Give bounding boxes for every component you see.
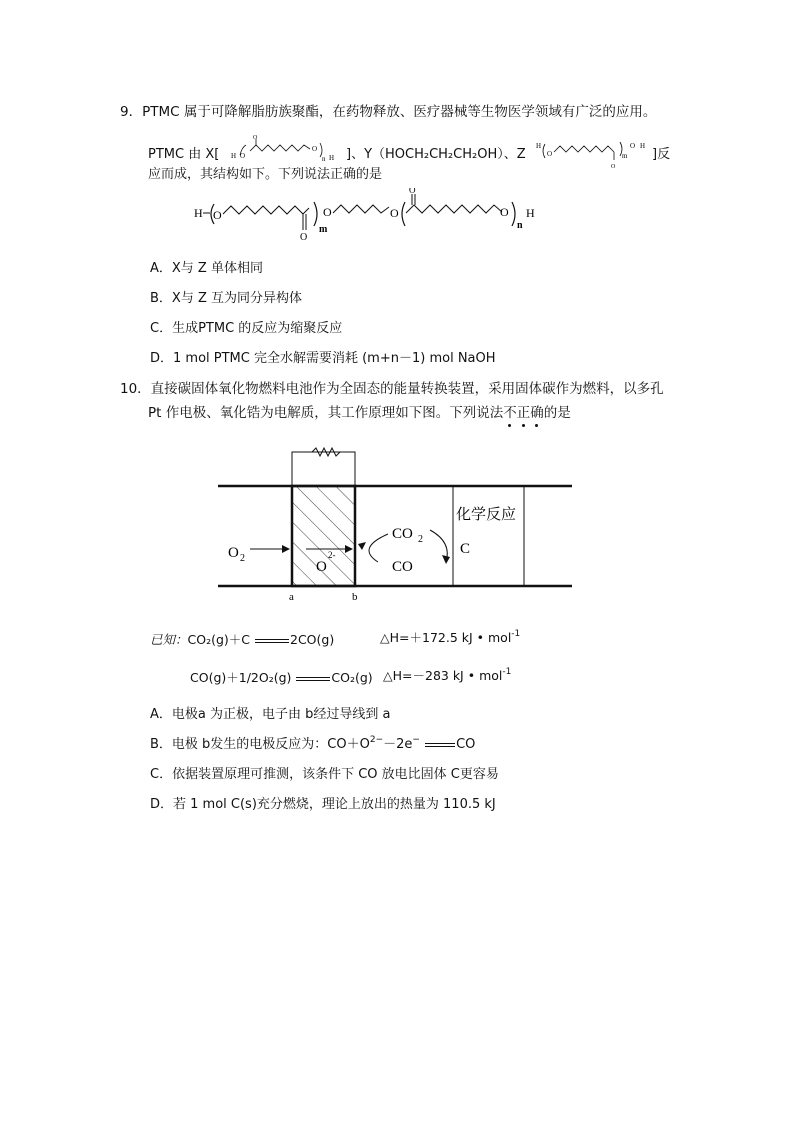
q10-option-c: C．依据装置原理可推测，该条件下 CO 放电比固体 C更容易 xyxy=(150,767,499,782)
q9-line3: 应而成，其结构如下。下列说法正确的是 xyxy=(148,167,383,182)
ptmc-o-carbonyl1: O xyxy=(300,232,308,243)
q9-option-c: C．生成PTMC 的反应为缩聚反应 xyxy=(150,321,343,336)
o-ion-label: O xyxy=(316,559,327,575)
ptmc-m: m xyxy=(319,224,328,235)
q10-option-b: B．电极 b发生的电极反应为：$CO+O^{2-}-2e^-$ CO xyxy=(150,735,476,752)
electrode-a-label: a xyxy=(289,591,294,603)
x-o-label: O xyxy=(240,152,246,160)
q9-line2-part1: PTMC 由 X[ xyxy=(148,147,220,162)
o2-sub: 2 xyxy=(240,553,245,564)
emphasis-dot-3: 确 xyxy=(530,405,544,421)
carbon-label: C xyxy=(460,541,471,557)
o-ion-sup: 2- xyxy=(328,550,336,560)
q9-option-b: B．X与 Z 互为同分异构体 xyxy=(150,291,302,306)
ptmc-h-right: H xyxy=(526,206,535,220)
emphasis-dot-2: 正 xyxy=(516,405,531,421)
fuel-cell-diagram xyxy=(210,440,580,605)
ptmc-h-left: H xyxy=(194,206,203,220)
q10-stem-line2: Pt 作电极、氧化锆为电解质，其工作原理如下图。下列说法不正确的是 xyxy=(148,405,571,421)
reaction-label: 化学反应 xyxy=(456,507,517,523)
svg-text:O: O xyxy=(611,164,616,170)
ptmc-o-carbonyl2: O xyxy=(409,188,416,195)
emphasis-dot-1: 不 xyxy=(503,405,517,421)
z-o-label: O xyxy=(547,150,553,158)
given-eq2: CO(g)＋1/2O₂(g) CO₂(g) xyxy=(190,670,373,685)
equals-sign xyxy=(425,743,455,747)
ptmc-n: n xyxy=(517,220,523,231)
ptmc-o4: O xyxy=(500,205,509,219)
q10-option-a: A．电极a 为正极，电子由 b经过导线到 a xyxy=(150,707,391,722)
q9-option-a: A．X与 Z 单体相同 xyxy=(150,261,263,276)
co-label: CO xyxy=(392,559,413,575)
q9-line2-part2: ]、Y（HOCH₂CH₂CH₂OH）、Z xyxy=(346,147,526,162)
q10-stem-line1: 10．直接碳固体氧化物燃料电池作为全固态的能量转换装置，采用固体碳作为燃料，以多孔 xyxy=(120,381,664,397)
x-o2-label: O xyxy=(312,145,318,153)
ptmc-o3: O xyxy=(390,206,399,220)
electrode-b-label: b xyxy=(352,591,358,603)
given-eq1-dh: △H=＋172.5 kJ • mol$^{-1}$ xyxy=(380,629,521,645)
x-n-label: n xyxy=(322,155,326,163)
ptmc-structure xyxy=(192,188,542,244)
co2-label: CO xyxy=(392,526,413,542)
x-h2-label: H xyxy=(329,154,335,162)
z-h-label: H xyxy=(536,142,542,150)
ptmc-o1: O xyxy=(213,208,222,222)
z-h2-label: H xyxy=(640,142,646,150)
given-eq2-dh: △H=－283 kJ • mol$^{-1}$ xyxy=(383,667,512,683)
z-monomer-structure xyxy=(536,138,652,170)
q9-stem: 9．PTMC 属于可降解脂肪族聚酯，在药物释放、医疗器械等生物医学领域有广泛的应用。 xyxy=(120,104,657,120)
x-monomer-structure xyxy=(228,133,346,163)
svg-text:O: O xyxy=(253,135,258,141)
equals-sign xyxy=(296,677,330,681)
z-m-label: m xyxy=(622,152,628,160)
given-eq1: 已知：CO₂(g)＋C 2CO(g) xyxy=(150,632,335,647)
q10-option-d: D．若 1 mol C(s)充分燃烧，理论上放出的热量为 110.5 kJ xyxy=(150,797,496,812)
z-o2-label: O xyxy=(630,142,636,150)
ptmc-o2: O xyxy=(323,205,332,219)
co2-sub: 2 xyxy=(418,534,423,545)
equals-sign xyxy=(255,639,289,643)
o2-label: O xyxy=(228,545,239,561)
x-h-label: H xyxy=(231,152,237,160)
q9-option-d: D．1 mol PTMC 完全水解需要消耗 (m+n－1) mol NaOH xyxy=(150,351,496,366)
q9-line2-part3: ]反 xyxy=(652,147,671,162)
